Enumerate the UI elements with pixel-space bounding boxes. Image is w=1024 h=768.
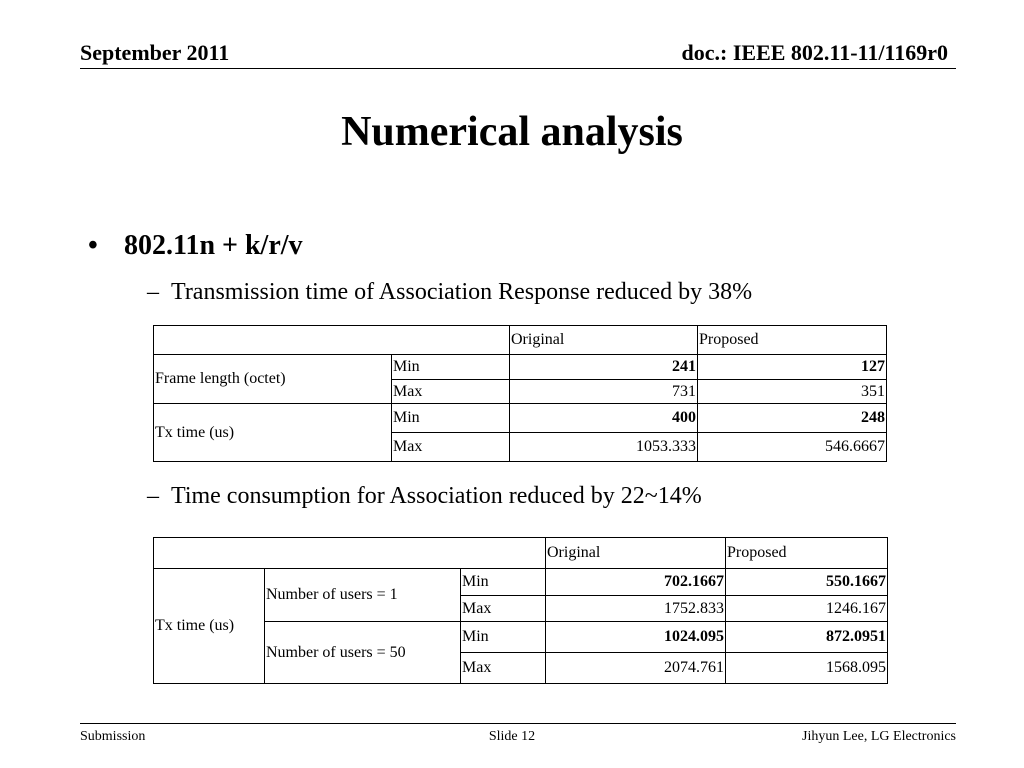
sub-bullet-marker: –	[147, 279, 159, 305]
sub-bullet-1	[147, 279, 752, 306]
footer-divider	[80, 723, 956, 724]
footer-submission: Submission	[80, 729, 146, 744]
cell-proposed: 872.0951	[726, 622, 888, 653]
bullet-item	[88, 230, 303, 262]
row-group-label: Tx time (us)	[154, 404, 392, 462]
users-label: Number of users = 50	[265, 622, 461, 684]
column-header-original: Original	[510, 326, 698, 355]
cell-original: 1024.095	[546, 622, 726, 653]
cell-original: 400	[510, 404, 698, 433]
footer-author: Jihyun Lee, LG Electronics	[802, 729, 956, 744]
row-label-max: Max	[461, 596, 546, 622]
sub-bullet-text: Time consumption for Association reduced by 22~14%	[171, 483, 702, 509]
cell-proposed: 546.6667	[698, 433, 887, 462]
cell-original: 1053.333	[510, 433, 698, 462]
row-label-max: Max	[392, 433, 510, 462]
tx-time-table	[153, 325, 887, 462]
cell-proposed: 1246.167	[726, 596, 888, 622]
header-divider	[80, 68, 956, 69]
sub-bullet-marker: –	[147, 483, 159, 509]
column-header-proposed: Proposed	[698, 326, 887, 355]
cell-original: 731	[510, 380, 698, 404]
column-header-original: Original	[546, 538, 726, 569]
table-header-empty	[154, 538, 546, 569]
cell-proposed: 351	[698, 380, 887, 404]
row-group-label: Frame length (octet)	[154, 355, 392, 404]
cell-original: 241	[510, 355, 698, 380]
slide-title: Numerical analysis	[341, 109, 683, 155]
cell-original: 2074.761	[546, 653, 726, 684]
footer-slide-number: Slide 12	[488, 729, 536, 744]
row-label-min: Min	[461, 569, 546, 596]
column-header-proposed: Proposed	[726, 538, 888, 569]
cell-original: 702.1667	[546, 569, 726, 596]
cell-proposed: 248	[698, 404, 887, 433]
row-group-label: Tx time (us)	[154, 569, 265, 684]
header-doc-id: doc.: IEEE 802.11-11/1169r0	[681, 40, 948, 65]
row-label-max: Max	[461, 653, 546, 684]
table-header-empty	[154, 326, 510, 355]
cell-proposed: 1568.095	[726, 653, 888, 684]
row-label-min: Min	[392, 404, 510, 433]
sub-bullet-text: Transmission time of Association Response reduced by 38%	[171, 279, 753, 305]
row-label-min: Min	[461, 622, 546, 653]
row-label-min: Min	[392, 355, 510, 380]
sub-bullet-2	[147, 483, 702, 510]
cell-proposed: 550.1667	[726, 569, 888, 596]
bullet-marker: •	[88, 230, 98, 261]
row-label-max: Max	[392, 380, 510, 404]
association-time-table	[153, 537, 888, 684]
bullet-text: 802.11n + k/r/v	[124, 230, 303, 261]
header-date: September 2011	[80, 40, 230, 65]
cell-original: 1752.833	[546, 596, 726, 622]
users-label: Number of users = 1	[265, 569, 461, 622]
cell-proposed: 127	[698, 355, 887, 380]
